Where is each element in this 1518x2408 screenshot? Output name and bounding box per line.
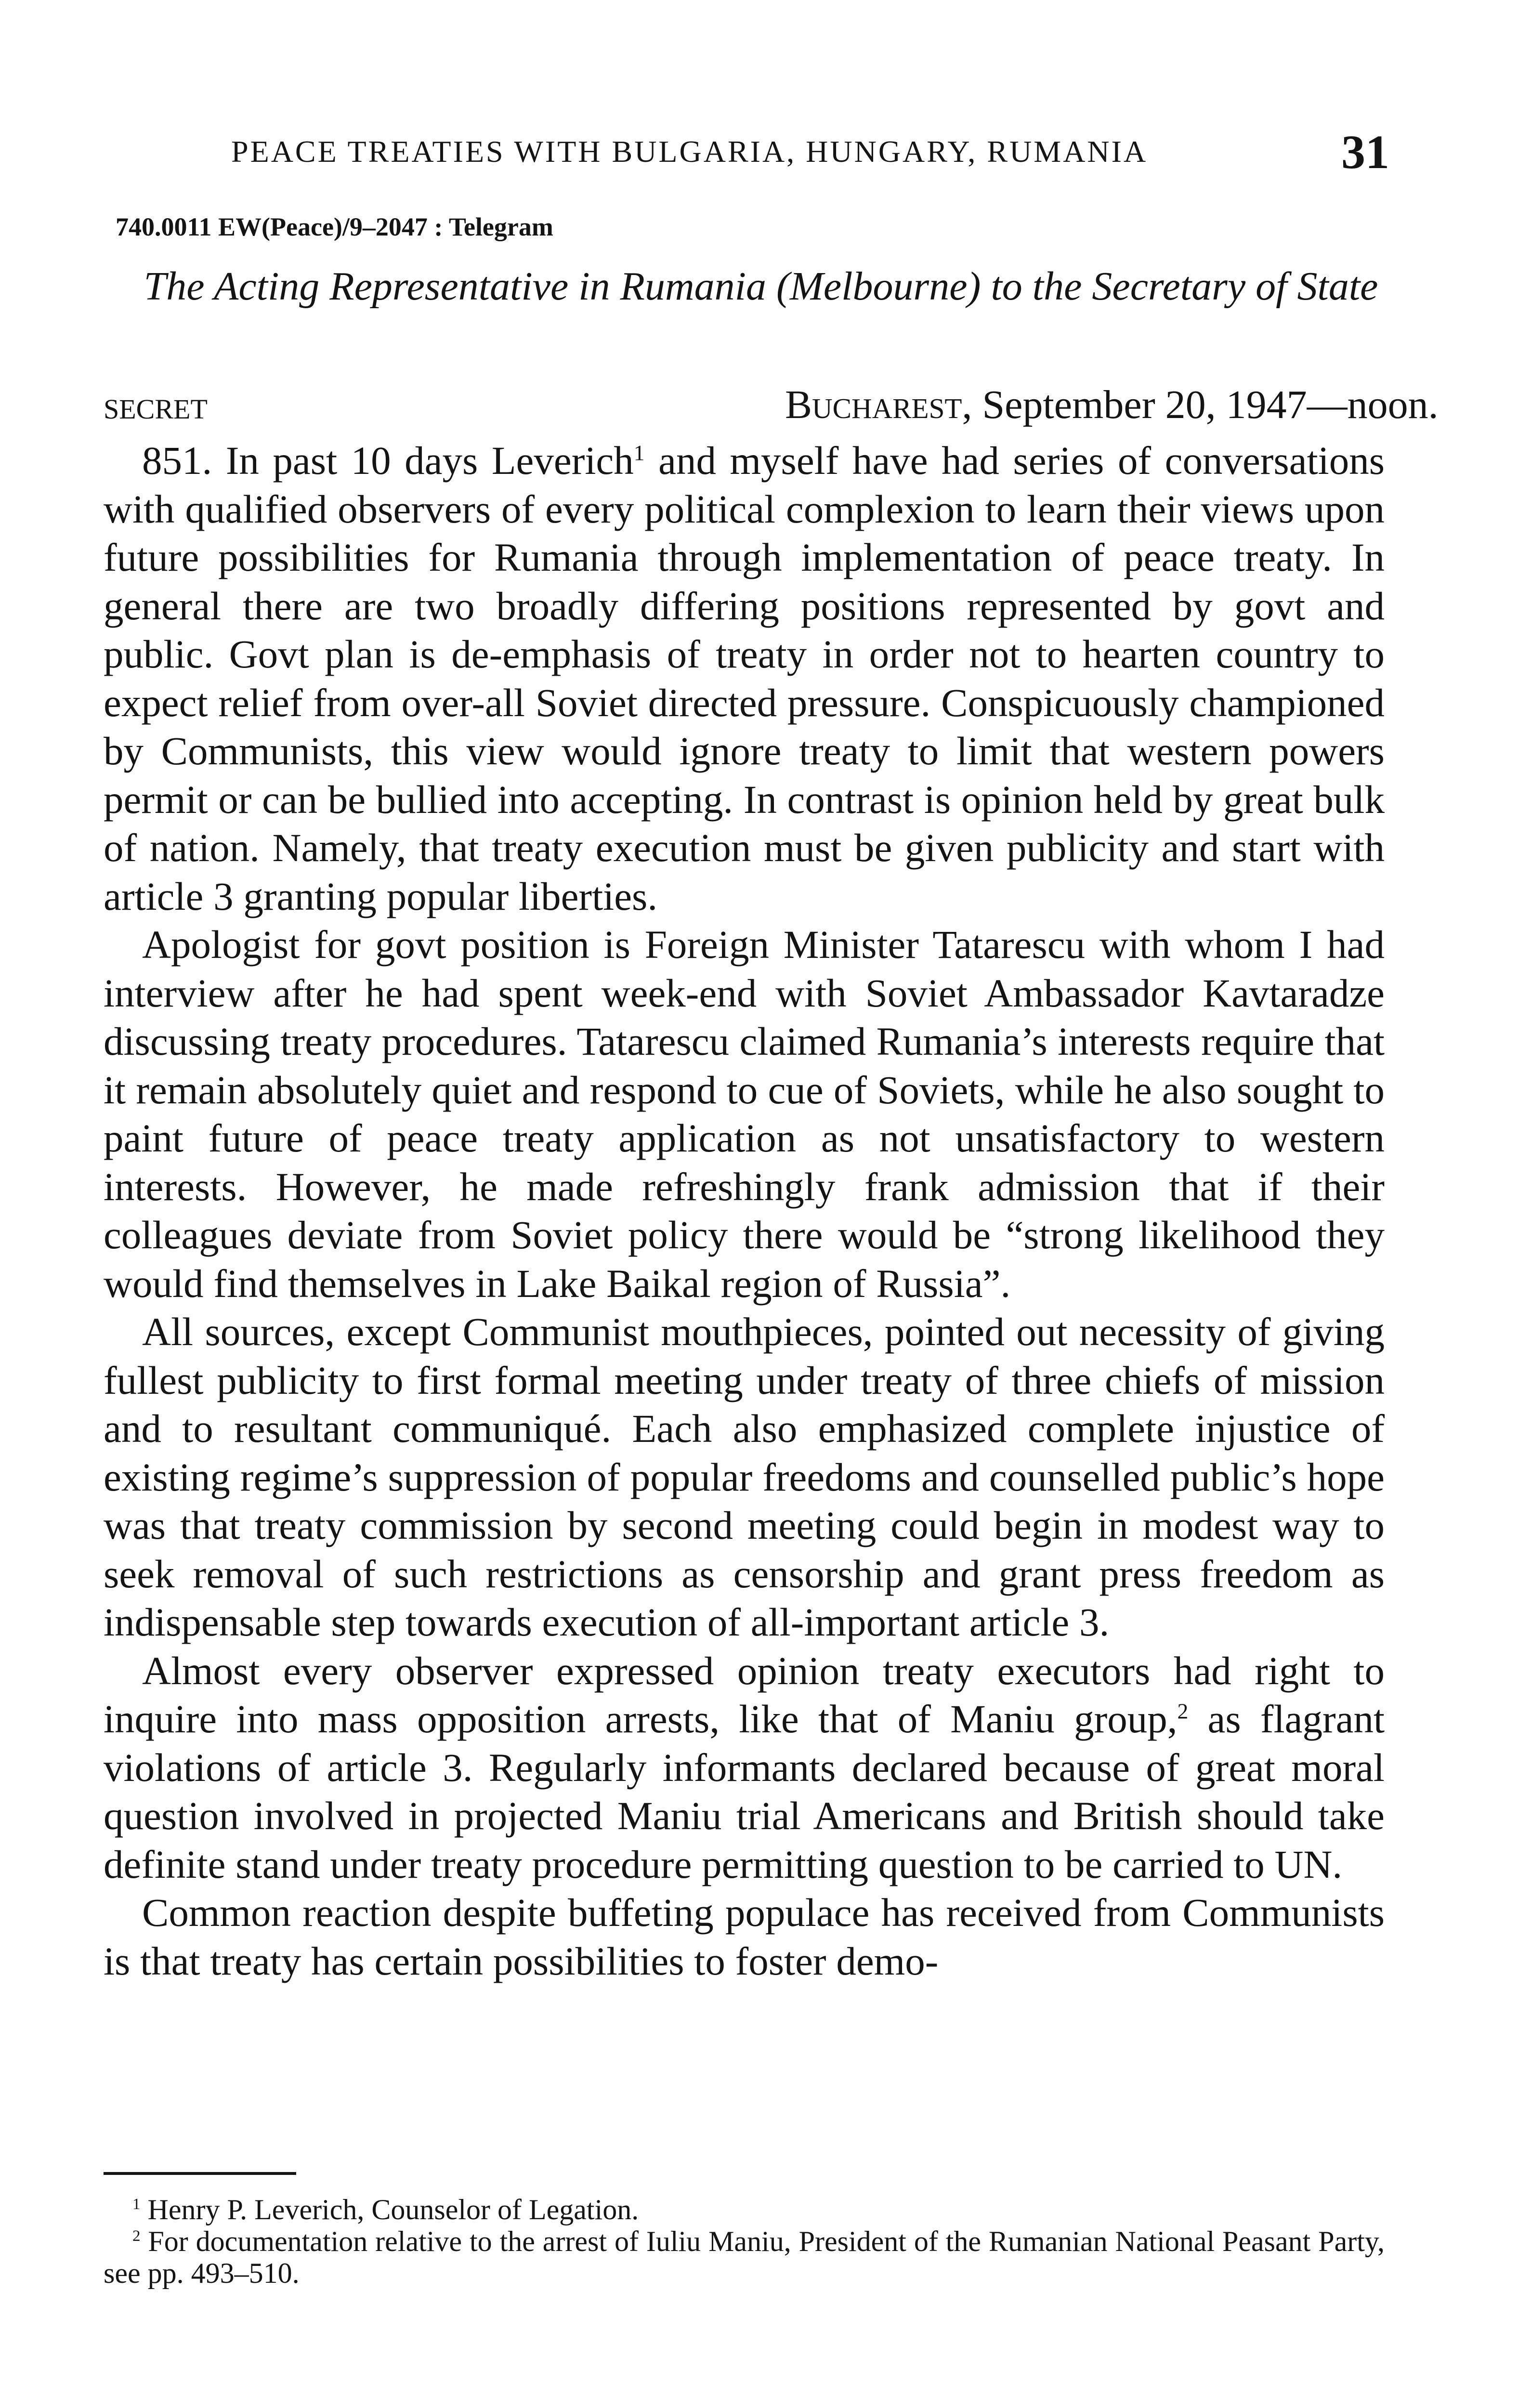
file-reference: 740.0011 EW(Peace)/9–2047 : Telegram [116, 212, 553, 241]
running-head: PEACE TREATIES WITH BULGARIA, HUNGARY, RUMANIA [231, 134, 1148, 169]
paragraph-4-rest: as flagrant violations of article 3. Regularly informants declared because of great moral question involved in projected Maniu trial Americans and British should take definite stand under treaty procedure permitting question to be carried to UN. [104, 1697, 1385, 1886]
paragraph-1-start: 851. In past 10 days Leverich [142, 438, 634, 483]
footnote-ref-1: 1 [633, 440, 645, 465]
footnotes [104, 2194, 1385, 2289]
paragraph-5: Common reaction despite buffeting populace has received from Communists is that treaty has certain possibilities to foster demo- [104, 1890, 1385, 1983]
page-number: 31 [1341, 125, 1389, 179]
footnote-1-text: Henry P. Leverich, Counselor of Legation. [140, 2194, 639, 2225]
dateline-place: Bucharest, [785, 382, 972, 427]
dateline-date: September 20, 1947—noon. [972, 382, 1439, 427]
paragraph-1 [104, 436, 1385, 920]
paragraph-4 [104, 1647, 1385, 1889]
dateline [785, 381, 1439, 428]
footnote-2-mark: 2 [132, 2227, 141, 2245]
paragraph-3: All sources, except Communist mouthpieces, pointed out necessity of giving fullest publicity to first formal meeting under treaty of three chiefs of mission and to resultant communiqué. Each also emphasized complete injustice of existing regime’s suppression of popular freedoms and counselled public’s hope was that treaty commission by second meeting could begin in modest way to seek removal of such restrictions as censorship and grant press freedom as indispensable step towards execution of all-important article 3. [104, 1309, 1385, 1644]
telegram-body [104, 436, 1385, 1985]
footnote-2 [104, 2225, 1385, 2289]
document-title: The Acting Representative in Rumania (Melbourne) to the Secretary of State [144, 264, 1378, 309]
classification-label: SECRET [104, 393, 208, 425]
paragraph-2: Apologist for govt position is Foreign Minister Tatarescu with whom I had interview after he had spent week-end with Soviet Ambassador Kavtaradze discussing treaty procedures. Tatarescu claimed Rumania’s interests require that it remain absolutely quiet and respond to cue of Soviets, while he also sought to paint future of peace treaty application as not unsatisfactory to western interests. However, he made refreshingly frank admission that if their colleagues deviate from Soviet policy there would be “strong likelihood they would find themselves in Lake Baikal region of Russia”. [104, 922, 1385, 1306]
footnote-1 [104, 2194, 1385, 2225]
footnote-1-mark: 1 [132, 2196, 141, 2213]
footnote-ref-2: 2 [1177, 1699, 1189, 1724]
footnote-divider [104, 2172, 296, 2175]
paragraph-1-rest: and myself have had series of conversations with qualified observers of every political complexion to learn their views upon future possibilities for Rumania through implementation of peace treaty. In general there are two broadly differing positions represented by govt and public. Govt plan is de-emphasis of treaty in order not to hearten country to expect relief from over-all Soviet directed pressure. Conspicuously championed by Communists, this view would ignore treaty to limit that western powers permit or can be bullied into accepting. In contrast is opinion held by great bulk of nation. Namely, that treaty execution must be given publicity and start with article 3 granting popular liberties. [104, 438, 1385, 918]
footnote-2-text: For documentation relative to the arrest of Iuliu Maniu, President of the Rumanian National Peasant Party, see pp. 493–510. [104, 2225, 1385, 2289]
paragraph-4-start: Almost every observer expressed opinion treaty executors had right to inquire into mass opposition arrests, like that of Maniu group, [104, 1648, 1385, 1741]
